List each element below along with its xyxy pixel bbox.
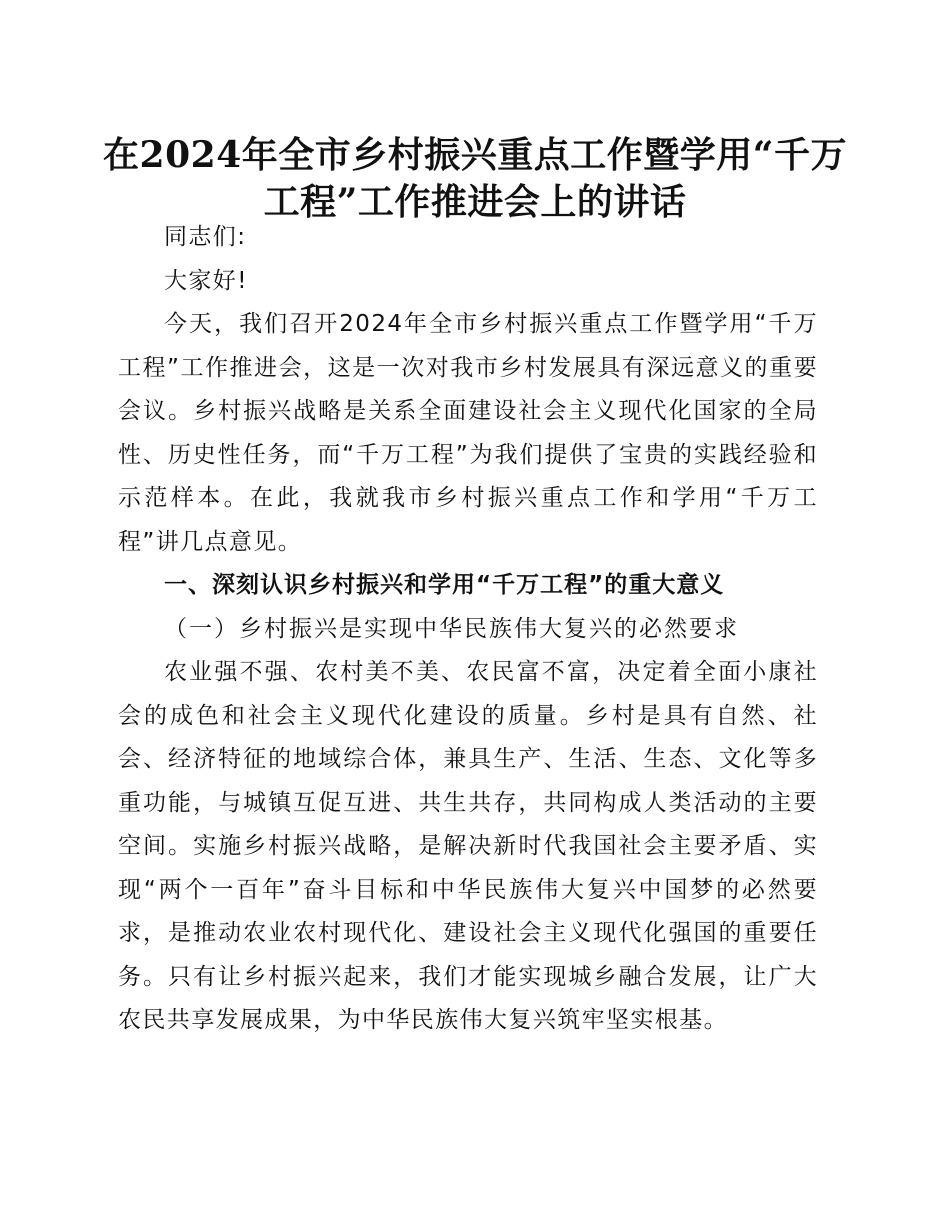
intro-paragraph: 今天，我们召开2024年全市乡村振兴重点工作暨学用“千万工程”工作推进会，这是一次对我市乡村发展具有深远意义的重要会议。乡村振兴战略是关系全面建设社会主义现代化国家的全局性、历史性任务，而“千万工程”为我们提供了宝贵的实践经验和示范样本。在此，我就我市乡村振兴重点工作和学用“千万工程”讲几点意见。: [118, 311, 818, 555]
subsection-heading-1: （一）乡村振兴是实现中华民族伟大复兴的必然要求: [164, 615, 739, 642]
subsection-paragraph-1: 农业强不强、农村美不美、农民富不富，决定着全面小康社会的成色和社会主义现代化建设的质量。乡村是具有自然、社会、经济特征的地域综合体，兼具生产、生活、生态、文化等多重功能，与城镇互促互进、共生共存，共同构成人类活动的主要空间。实施乡村振兴战略，是解决新时代我国社会主要矛盾、实现“两个一百年”奋斗目标和中华民族伟大复兴中国梦的必然要求，是推动农业农村现代化、建设社会主义现代化强国的重要任务。只有让乡村振兴起来，我们才能实现城乡融合发展，让广大农民共享发展成果，为中华民族伟大复兴筑牢坚实根基。: [118, 659, 818, 1033]
section-heading-1: 一、深刻认识乡村振兴和学用“千万工程”的重大意义: [164, 572, 725, 598]
greeting: 大家好!: [164, 267, 248, 294]
salutation: 同志们:: [164, 224, 247, 250]
document-title: 在2024年全市乡村振兴重点工作暨学用“千万工程”工作推进会上的讲话: [103, 134, 847, 223]
document-body: [118, 216, 818, 1043]
